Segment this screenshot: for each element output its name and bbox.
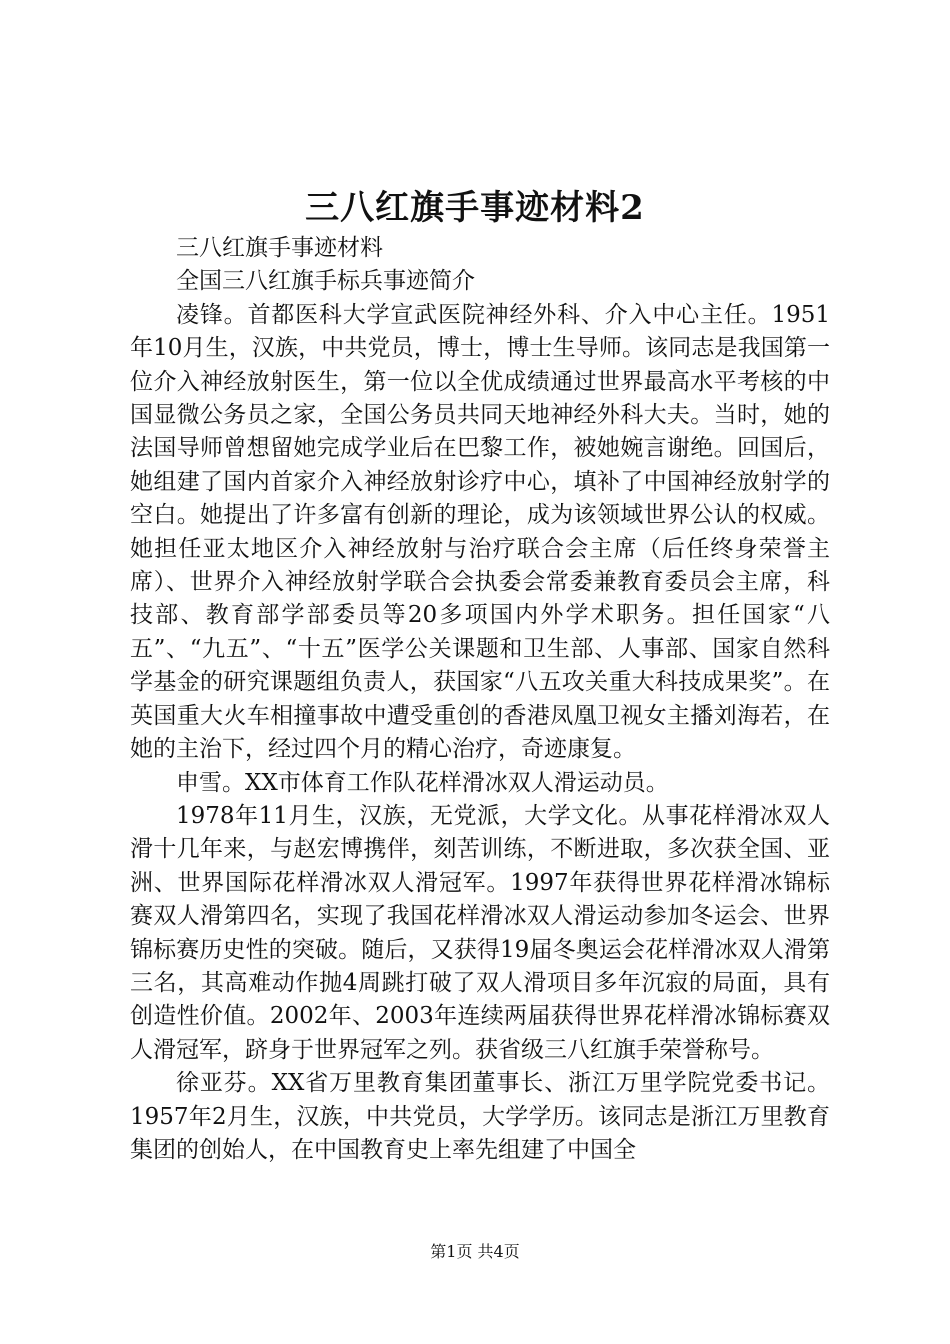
document-body bbox=[130, 232, 830, 1167]
paragraph-subheading: 全国三八红旗手标兵事迹简介 bbox=[176, 268, 475, 295]
document-title: 三八红旗手事迹材料2 bbox=[305, 188, 645, 228]
paragraph-ling-feng: 凌锋。首都医科大学宣武医院神经外科、介入中心主任。1951年10月生，汉族，中共党员，博士，博士生导师。该同志是我国第一位介入神经放射医生，第一位以全优成绩通过世界最高水平考核的中国显微公务员之家，全国公务员共同天地神经外科大夫。当时，她的法国导师曾想留她完成学业后在巴黎工作，被她婉言谢绝。回国后，她组建了国内首家介入神经放射诊疗中心，填补了中国神经放射学的空白。她提出了许多富有创新的理论，成为该领域世界公认的权威。她担任亚太地区介入神经放射与治疗联合会主席（后任终身荣誉主席）、世界介入神经放射学联合会执委会常委兼教育委员会主席，科技部、教育部学部委员等20多项国内外学术职务。担任国家“八五”、“九五”、“十五”医学公关课题和卫生部、人事部、国家自然科学基金的研究课题组负责人，获国家“八五攻关重大科技成果奖”。在英国重大火车相撞事故中遭受重创的香港凤凰卫视女主播刘海若，在她的主治下，经过四个月的精心治疗，奇迹康复。 bbox=[130, 301, 830, 763]
page-footer: 第1页 共4页 bbox=[430, 1242, 520, 1261]
paragraph-shen-xue: 申雪。XX市体育工作队花样滑冰双人滑运动员。 bbox=[176, 769, 669, 796]
paragraph-shen-xue-details: 1978年11月生，汉族，无党派，大学文化。从事花样滑冰双人滑十几年来，与赵宏博携伴，刻苦训练，不断进取，多次获全国、亚洲、世界国际花样滑冰双人滑冠军。1997年获得世界花样滑冰锦标赛双人滑第四名，实现了我国花样滑冰双人滑运动参加冬运会、世界锦标赛历史性的突破。随后，又获得19届冬奥运会花样滑冰双人滑第三名，其高难动作抛4周跳打破了双人滑项目多年沉寂的局面，具有创造性价值。2002年、2003年连续两届获得世界花样滑冰锦标赛双人滑冠军，跻身于世界冠军之列。获省级三八红旗手荣誉称号。 bbox=[130, 802, 830, 1063]
paragraph-xu-yafen: 徐亚芬。XX省万里教育集团董事长、浙江万里学院党委书记。1957年2月生，汉族，中共党员，大学学历。该同志是浙江万里教育集团的创始人，在中国教育史上率先组建了中国全 bbox=[130, 1070, 830, 1163]
paragraph-heading: 三八红旗手事迹材料 bbox=[176, 235, 383, 261]
